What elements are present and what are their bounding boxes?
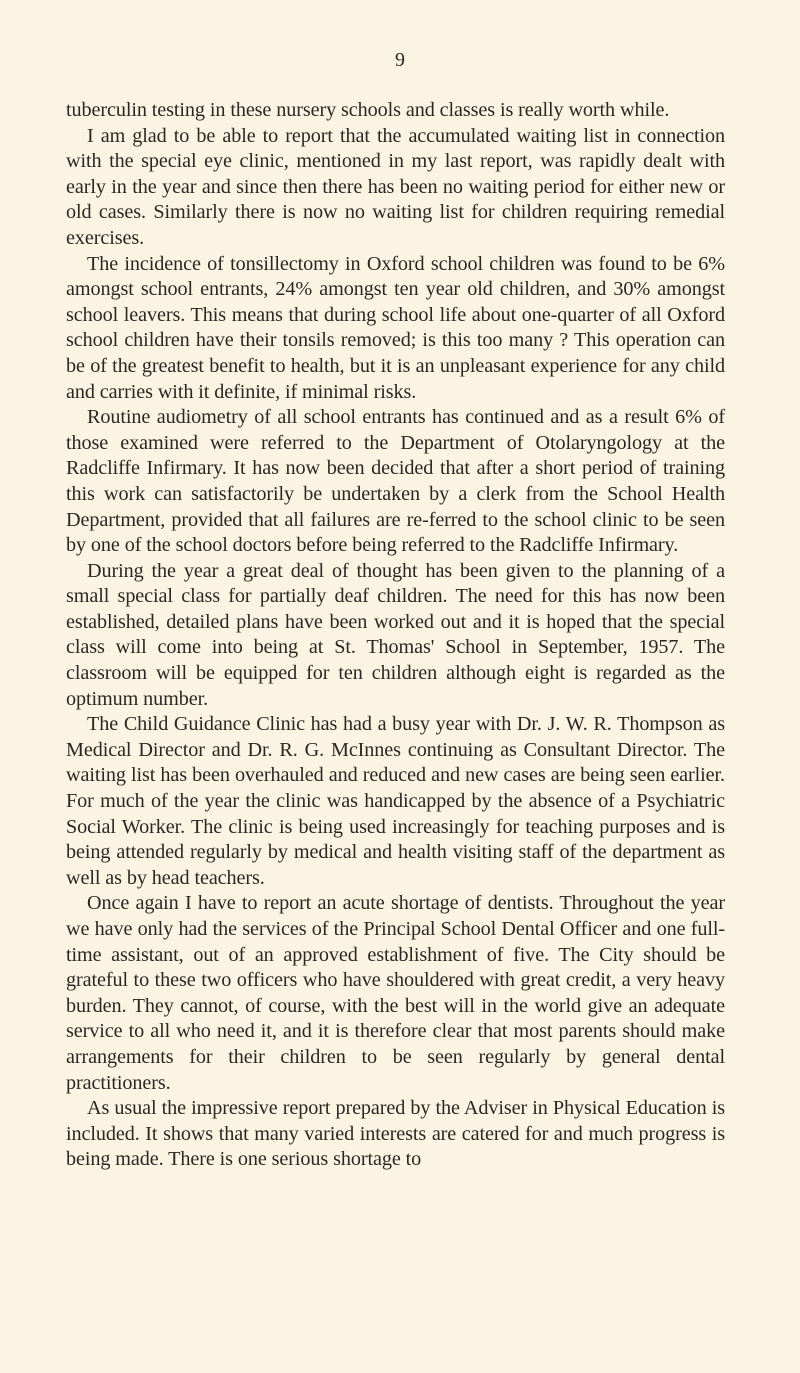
paragraph-partially-deaf-class: During the year a great deal of thought has been given to the planning of a small special class for partially deaf children. The need for this has now been established, detailed plans have been worked out and it is hoped that the special class will come into being at St. Thomas' School in September, 1957. The classroom will be equipped for ten children although eight is regarded as the optimum number. — [66, 559, 725, 710]
body-text — [66, 98, 725, 1173]
paragraph-eye-clinic: I am glad to be able to report that the accumulated waiting list in connection with the special eye clinic, mentioned in my last report, was rapidly dealt with early in the year and since then there has been no waiting period for either new or old cases. Similarly there is now no waiting list for children requiring remedial exercises. — [66, 124, 725, 249]
paragraph-tuberculin-continuation: tuberculin testing in these nursery schools and classes is really worth while. — [66, 99, 670, 121]
paragraph-child-guidance-clinic: The Child Guidance Clinic has had a busy year with Dr. J. W. R. Thompson as Medical Director and Dr. R. G. McInnes continuing as Consultant Director. The waiting list has been overhauled and reduced and new cases are being seen earlier. For much of the year the clinic was handicapped by the absence of a Psychiatric Social Worker. The clinic is being used increasingly for teaching purposes and is being attended regularly by medical and health visiting staff of the department as well as by head teachers. — [66, 713, 725, 889]
paragraph-dentist-shortage: Once again I have to report an acute shortage of dentists. Throughout the year we have only had the services of the Principal School Dental Officer and one full-time assistant, out of an approved establishment of five. The City should be grateful to these two officers who have shouldered with great credit, a very heavy burden. They cannot, of course, with the best will in the world give an adequate service to all who need it, and it is therefore clear that most parents should make arrangements for their children to be seen regularly by general dental practitioners. — [66, 892, 725, 1094]
paragraph-physical-education: As usual the impressive report prepared by the Adviser in Physical Education is included. It shows that many varied interests are catered for and much progress is being made. There is one serious shortage to — [66, 1097, 725, 1171]
paragraph-tonsillectomy: The incidence of tonsillectomy in Oxford school children was found to be 6% amongst school entrants, 24% amongst ten year old children, and 30% amongst school leavers. This means that during school life about one-quarter of all Oxford school children have their tonsils removed; is this too many ? This operation can be of the greatest benefit to health, but it is an unpleasant experience for any child and carries with it definite, if minimal risks. — [66, 252, 725, 403]
page-number: 9 — [395, 49, 405, 71]
paragraph-audiometry: Routine audiometry of all school entrants has continued and as a result 6% of those examined were referred to the Department of Otolaryngology at the Radcliffe Infirmary. It has now been decided that after a short period of training this work can satisfactorily be undertaken by a clerk from the School Health Department, provided that all failures are re-ferred to the school clinic to be seen by one of the school doctors before being referred to the Radcliffe Infirmary. — [66, 406, 725, 557]
